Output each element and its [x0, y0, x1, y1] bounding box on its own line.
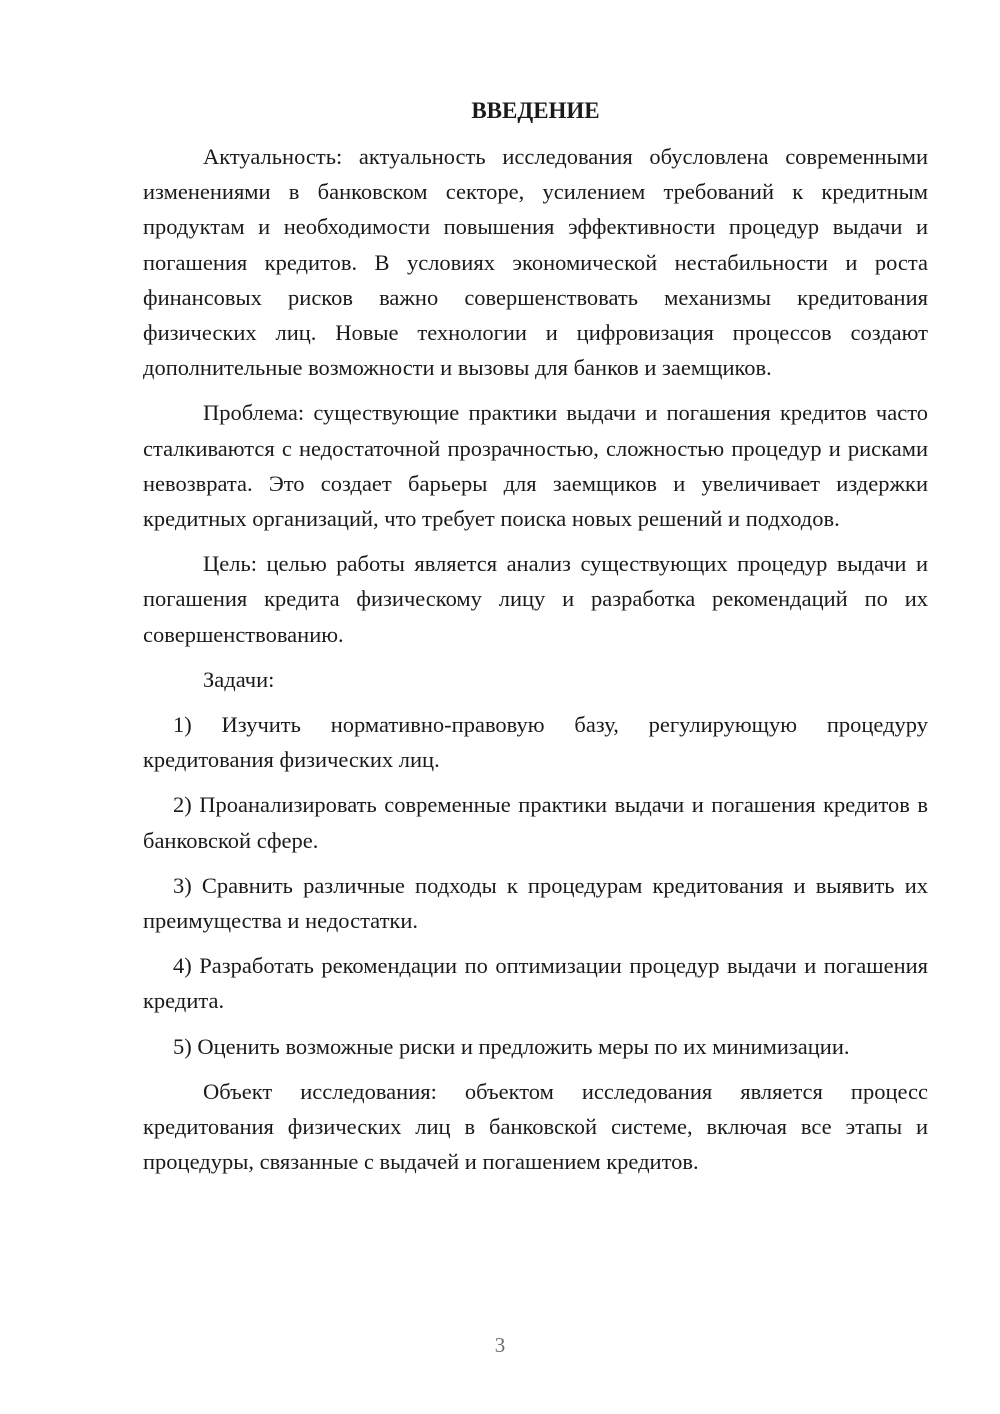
paragraph-tasks-heading: Задачи: [203, 666, 275, 692]
document-page [143, 95, 928, 1189]
paragraph-goal: Цель: целью работы является анализ существующих процедур выдачи и погашения кредита физическому лицу и разработка рекомендаций по их совершенствованию. [143, 551, 928, 647]
page-number: 3 [494, 1333, 506, 1357]
task-item-5: 5) Оценить возможные риски и предложить меры по их минимизации. [173, 1033, 850, 1059]
paragraph-relevance: Актуальность: актуальность исследования обусловлена современными изменениями в банковском секторе, усилением требований к кредитным продуктам и необходимости повышения эффективности процедур выдачи и погашения кредитов. В условиях экономической нестабильности и роста финансовых рисков важно совершенствовать механизмы кредитования физических лиц. Новые технологии и цифровизация процессов создают дополнительные возможности и вызовы для банков и заемщиков. [143, 144, 928, 381]
section-title: ВВЕДЕНИЕ [471, 98, 600, 123]
paragraph-problem: Проблема: существующие практики выдачи и погашения кредитов часто сталкиваются с недостаточной прозрачностью, сложностью процедур и рисками невозврата. Это создает барьеры для заемщиков и увеличивает издержки кредитных организаций, что требует поиска новых решений и подходов. [143, 400, 928, 532]
task-item-1: 1) Изучить нормативно-правовую базу, регулирующую процедуру кредитования физических лиц. [143, 712, 928, 773]
task-item-3: 3) Сравнить различные подходы к процедурам кредитования и выявить их преимущества и недостатки. [143, 872, 928, 934]
task-item-4: 4) Разработать рекомендации по оптимизации процедур выдачи и погашения кредита. [143, 953, 928, 1014]
paragraph-research-object: Объект исследования: объектом исследования является процесс кредитования физических лиц в банковской системе, включая все этапы и процедуры, связанные с выдачей и погашением кредитов. [143, 1078, 928, 1175]
task-item-2: 2) Проанализировать современные практики выдачи и погашения кредитов в банковской сфере. [143, 792, 928, 853]
